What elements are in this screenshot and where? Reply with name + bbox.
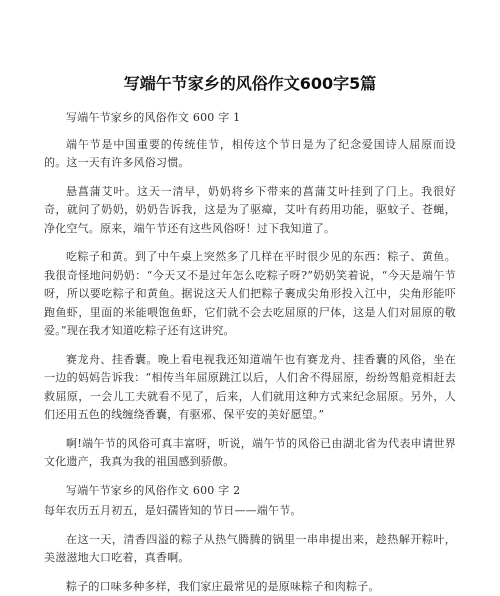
paragraph: 吃粽子和黄。到了中午桌上突然多了几样在平时很少见的东西：粽子、黄鱼。我很奇怪地问奶奶：“今天又不是过年怎么吃粽子呀?”奶奶笑着说，“今天是端午节呀，所以要吃粽子和黄鱼。据说这天人们把粽子裹成尖角形投入江中，尖角形能吓跑鱼虾，里面的米能喂饱鱼虾，它们就不会去吃屈原的尸体，这是人们对屈原的敬爱。”现在我才知道吃粽子还有这讲究。: [44, 248, 456, 341]
paragraph: 在这一天，清香四溢的粽子从热气腾腾的锅里一串串提出来，趁热解开粽叶，美滋滋地大口吃着，真香啊。: [44, 531, 456, 568]
paragraph: 粽子的口味多种多样，我们家庄最常见的是原味粽子和肉粽子。: [44, 578, 456, 596]
document-title: 写端午节家乡的风俗作文600字5篇: [44, 73, 456, 95]
section-heading-2: 写端午节家乡的风俗作文 600 字 2: [44, 482, 456, 501]
paragraph: 端午节是中国重要的传统佳节，相传这个节日是为了纪念爱国诗人屈原而设的。这一天有许多风俗习惯。: [44, 136, 456, 173]
paragraph: 每年农历五月初五，是妇孺皆知的节日——端午节。: [44, 502, 456, 521]
paragraph: 赛龙舟、挂香囊。晚上看电视我还知道端午也有赛龙舟、挂香囊的风俗，坐在一边的妈妈告诉我：“相传当年屈原跳江以后，人们舍不得屈原，纷纷驾船竞相赶去救屈原，一会儿工夫就看不见了，后来，人们就用这种方式来纪念屈原。另外，人们还用五色的线缠绕香囊，有驱邪、保平安的美好愿望。”: [44, 351, 456, 425]
section-heading-1: 写端午节家乡的风俗作文 600 字 1: [44, 109, 456, 128]
paragraph: 啊!端午节的风俗可真丰富呀，听说，端午节的风俗已由湖北省为代表申请世界文化遗产，我真为我的祖国感到骄傲。: [44, 435, 456, 472]
paragraph: 悬菖蒲艾叶。这天一清早，奶奶将乡下带来的菖蒲艾叶挂到了门上。我很好奇，就问了奶奶，奶奶告诉我，这是为了驱瘴，艾叶有药用功能，驱蚊子、苍蝇，净化空气。原来，端午节还有这些风俗呀！过下我知道了。: [44, 183, 456, 239]
